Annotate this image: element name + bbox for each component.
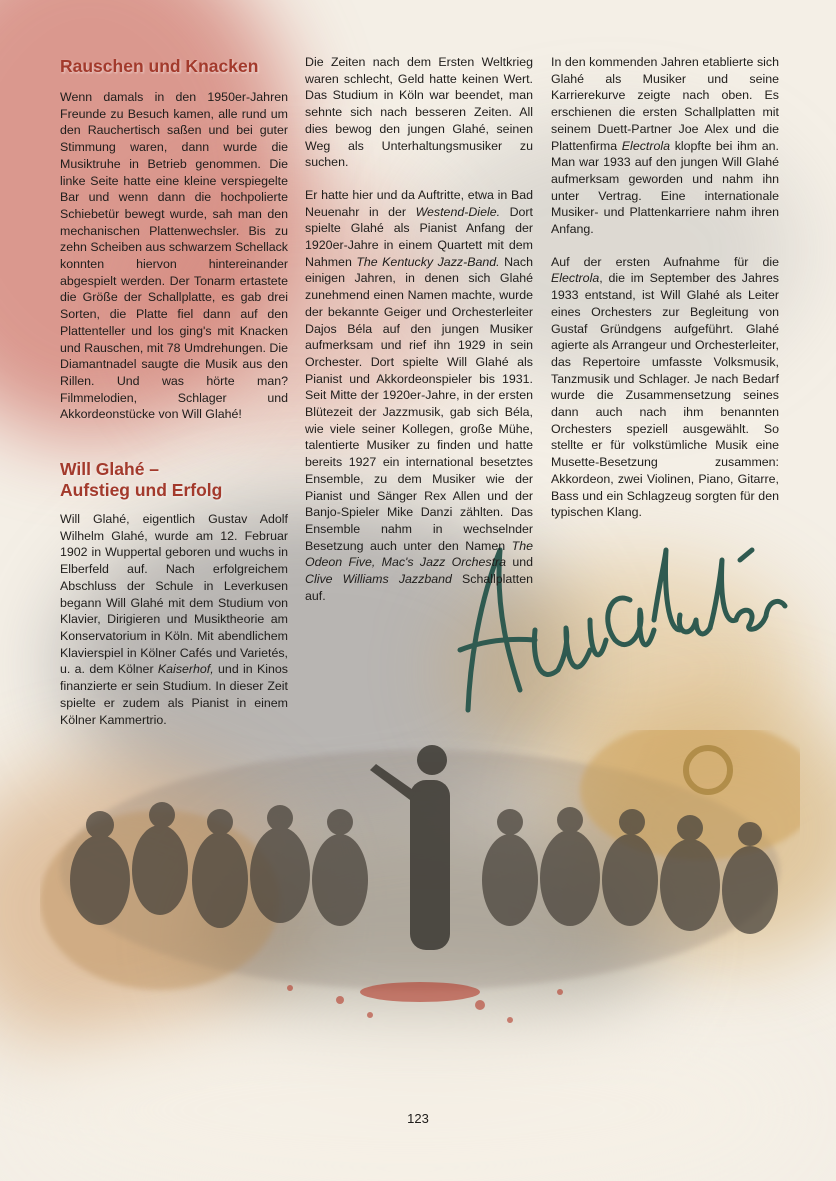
column-2 xyxy=(305,54,533,605)
section-heading xyxy=(60,459,288,501)
body-paragraph: Die Zeiten nach dem Ersten Weltkrieg waren schlecht, Geld hatte keinen Wert. Das Studium in Köln war beendet, man sehnte sich nach besseren Zeiten. All dies bewog den jungen Glahé, seinen Weg als Unterhaltungsmusiker zu suchen. xyxy=(305,55,533,170)
body-paragraph: Er hatte hier und da Auftritte, etwa in Bad Neuenahr in der Westend-Diele. Dort spielte Glahé als Pianist Anfang der 1920er-Jahre in einem Quartett mit dem Nahmen The Kentucky Jazz-Band. Nach einigen Jahren, in denen sich Glahé zunehmend einen Namen machte, wurde der bekannte Geiger und Orchesterleiter Dajos Béla auf den jungen Musiker aufmerksam und rief ihn 1929 in sein Orchester. Dort spielte Will Glahé als Pianist und Akkordeonspieler bis 1931. Seit Mitte der 1920er-Jahre, in der ersten Blütezeit der Jazzmusik, gab sich Béla, wie viele seiner Kollegen, große Mühe, talentierte Musiker zu finden und hatte bereits 1927 ein international besetztes Ensemble, zu dem Musiker wie der Pianist und Sänger Rex Allen und der Banjo-Spieler Mike Danzi zählten. Das Ensemble nahm in wechselnder Besetzung auch unter den Namen The Odeon Five, Mac's Jazz Orchestra und Clive Williams Jazzband Schallplatten auf. xyxy=(305,187,534,603)
body-paragraph: Wenn damals in den 1950er-Jahren Freunde zu Besuch kamen, alle rund um den Rauchertisch saßen und bei guter Stimmung waren, dann wurde die Musiktruhe in Betrieb genommen. Die linke Seite hatte eine kleine verspiegelte Bar und wenn dann die hochpolierte Schiebetür bewegt wurde, sah man den mechanischen Plattenwechsler. Bis zu zehn Scheiben aus schwarzem Schellack konnten hiervon hintereinander abgespielt werden. Der Tonarm ertastete die Größe der Schallplatte, es gab drei Sorten, die Platte fiel dann auf den Plattenteller und los ging's mit Knacken und Rauschen, mit 78 Umdrehungen. Die Diamantnadel saugte die Musik aus den Rillen. Und was hörte man? Filmmelodien, Schlager und Akkordeonstücke von Will Glahé! xyxy=(60,90,288,422)
column-3 xyxy=(551,54,779,521)
body-paragraph: In den kommenden Jahren etablierte sich Glahé als Musiker und seine Karrierekurve zeigte nach oben. Es erschienen die ersten Schallplatten mit seinem Duett-Partner Joe Alex und die Plattenfirma Electrola klopfte bei ihm an. Man war 1933 auf den jungen Will Glahé aufmerksam geworden und nahm ihn unter Vertrag. Eine internationale Musiker- und Plattenkarriere nahm ihren Anfang. xyxy=(551,55,779,237)
orchestra-painting xyxy=(40,730,800,1030)
page-number: 123 xyxy=(407,1111,429,1126)
section-heading: Rauschen und Knacken xyxy=(60,56,259,76)
section-heading-line: Aufstieg und Erfolg xyxy=(60,480,223,501)
column-1 xyxy=(60,56,288,728)
section-heading-line: Will Glahé – xyxy=(60,459,160,480)
body-paragraph: Will Glahé, eigentlich Gustav Adolf Wilhelm Glahé, wurde am 12. Februar 1902 in Wuppertal geboren und wuchs in Elberfeld auf. Nach erfolgreichem Abschluss der Schule in Leverkusen begann Will Glahé mit dem Studium von Klavier, Dirigieren und Musiktheorie am Konservatorium in Köln. Mit abendlichem Klavierspiel in Kölner Cafés und Varietés, u. a. dem Kölner Kaiserhof, und in Kinos finanzierte er sein Studium. In dieser Zeit spielte er zudem als Pianist in einem Kölner Kammertrio. xyxy=(60,512,289,727)
body-paragraph: Auf der ersten Aufnahme für die Electrola, die im September des Jahres 1933 entstand, ist Will Glahé als Leiter eines Orchesters zur Begleitung von Gustaf Gründgens aufgeführt. Glahé agierte als Arrangeur und Orchesterleiter, das Repertoire umfasste Volksmusik, Tanzmusik und Schlager. Je nach Bedarf wurde die Zusammensetzung seines dann auch nach ihm benannten Orchesters speziell ausgewählt. So stellte er für volkstümliche Musik eine Musette-Besetzung zusammen: Akkordeon, zwei Violinen, Piano, Gitarre, Bass und ein Schlagzeug sorgten für den typischen Klang. xyxy=(551,254,779,520)
